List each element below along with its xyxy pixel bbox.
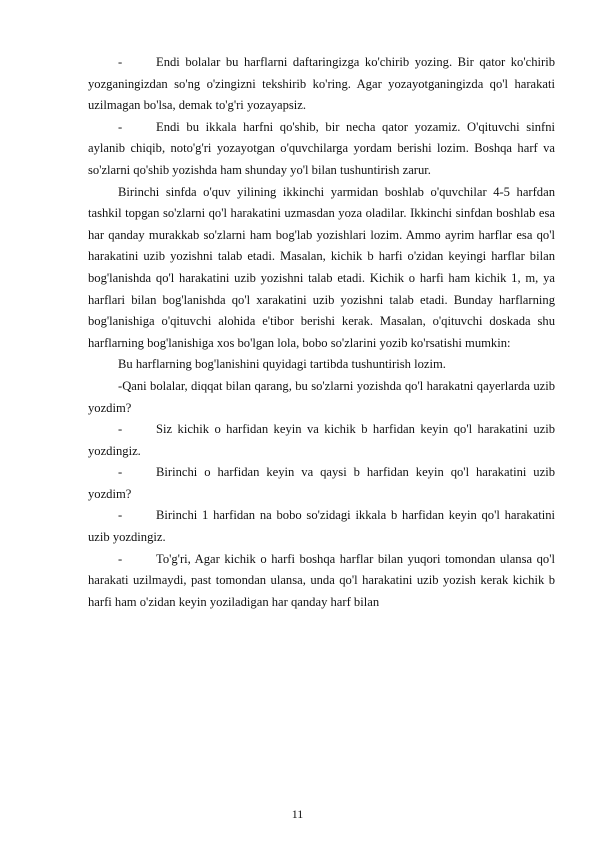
- paragraph-9: [88, 549, 555, 614]
- paragraph-6: [88, 419, 555, 462]
- paragraph-text: Birinchi o harfidan keyin va qaysi b harfidan keyin qo'l harakatini uzib yozdim?: [88, 465, 555, 501]
- paragraph-2: [88, 117, 555, 182]
- dash-marker: -: [118, 551, 123, 566]
- paragraph-text: To'g'ri, Agar kichik o harfi boshqa harflar bilan yuqori tomondan ulansa qo'l harakati uzilmaydi, past tomondan ulansa, unda qo'l harakatini uzib yozish kerak kichik b harfi ham o'zidan keyin yoziladigan har qanday harf bilan: [88, 551, 555, 609]
- paragraph-8: [88, 505, 555, 548]
- page-number: 11: [291, 807, 304, 821]
- paragraph-text: Endi bolalar bu harflarni daftaringizga ko'chirib yozing. Bir qator ko'chirib yozganingizdan so'ng o'zingizni tekshirib ko'ring. Agar yozayotganingizda qo'l harakati uzilmagan bo'lsa, demak to'g'ri yozayapsiz.: [88, 55, 555, 113]
- paragraph-text: Bu harflarning bog'lanishini quyidagi tartibda tushuntirish lozim.: [118, 357, 446, 372]
- paragraph-text: Endi bu ikkala harfni qo'shib, bir necha qator yozamiz. O'qituvchi sinfni aylanib chiqib, noto'g'ri yozayotgan o'quvchilarga yordam berishi lozim. Boshqa harf va so'zlarni qo'shib yozishda ham shunday yo'l bilan tushuntirish zarur.: [88, 119, 555, 177]
- paragraph-text: Siz kichik o harfidan keyin va kichik b harfidan keyin qo'l harakatini uzib yozdingiz.: [88, 422, 555, 458]
- dash-marker: -: [118, 508, 123, 523]
- paragraph-7: [88, 462, 555, 505]
- paragraph-5: [88, 376, 555, 419]
- paragraph-4: [88, 354, 555, 376]
- document-body: [88, 52, 555, 613]
- dash-marker: -: [118, 465, 123, 480]
- paragraph-3: [88, 182, 555, 355]
- paragraph-1: [88, 52, 555, 117]
- dash-marker: -: [118, 55, 123, 69]
- paragraph-text: Birinchi 1 harfidan na bobo so'zidagi ikkala b harfidan keyin qo'l harakatini uzib yozdingiz.: [88, 508, 555, 545]
- dash-marker: -: [118, 422, 123, 437]
- paragraph-text: -Qani bolalar, diqqat bilan qarang, bu so'zlarni yozishda qo'l harakatni qayerlarda uzib yozdim?: [88, 378, 555, 415]
- dash-marker: -: [118, 119, 123, 134]
- paragraph-text: Birinchi sinfda o'quv yilining ikkinchi yarmidan boshlab o'quvchilar 4-5 harfdan tashkil topgan so'zlarni qo'l harakatini uzmasdan yoza oladilar. Ikkinchi sinfdan boshlab esa har qanday murakkab so'zlarni ham bog'lab yozishlari lozim. Ammo ayrim harflar esa qo'l harakatini uzib yozishni talab etadi. Masalan, kichik b harfi o'zidan keyingi harflar bilan bog'lanishda qo'l harakatini uzib yozishni talab etadi. Kichik o harfi ham kichik 1, m, ya harflari bilan bog'lanishda qo'l xarakatini uzib yozishni talab etadi. Bunday harflarning bog'lanishiga o'qituvchi alohida e'tibor berishi kerak. Masalan, o'qituvchi doskada shu harflarning bog'lanishiga xos bo'lgan lola, bobo so'zlarini yozib ko'rsatishi mumkin:: [88, 184, 555, 350]
